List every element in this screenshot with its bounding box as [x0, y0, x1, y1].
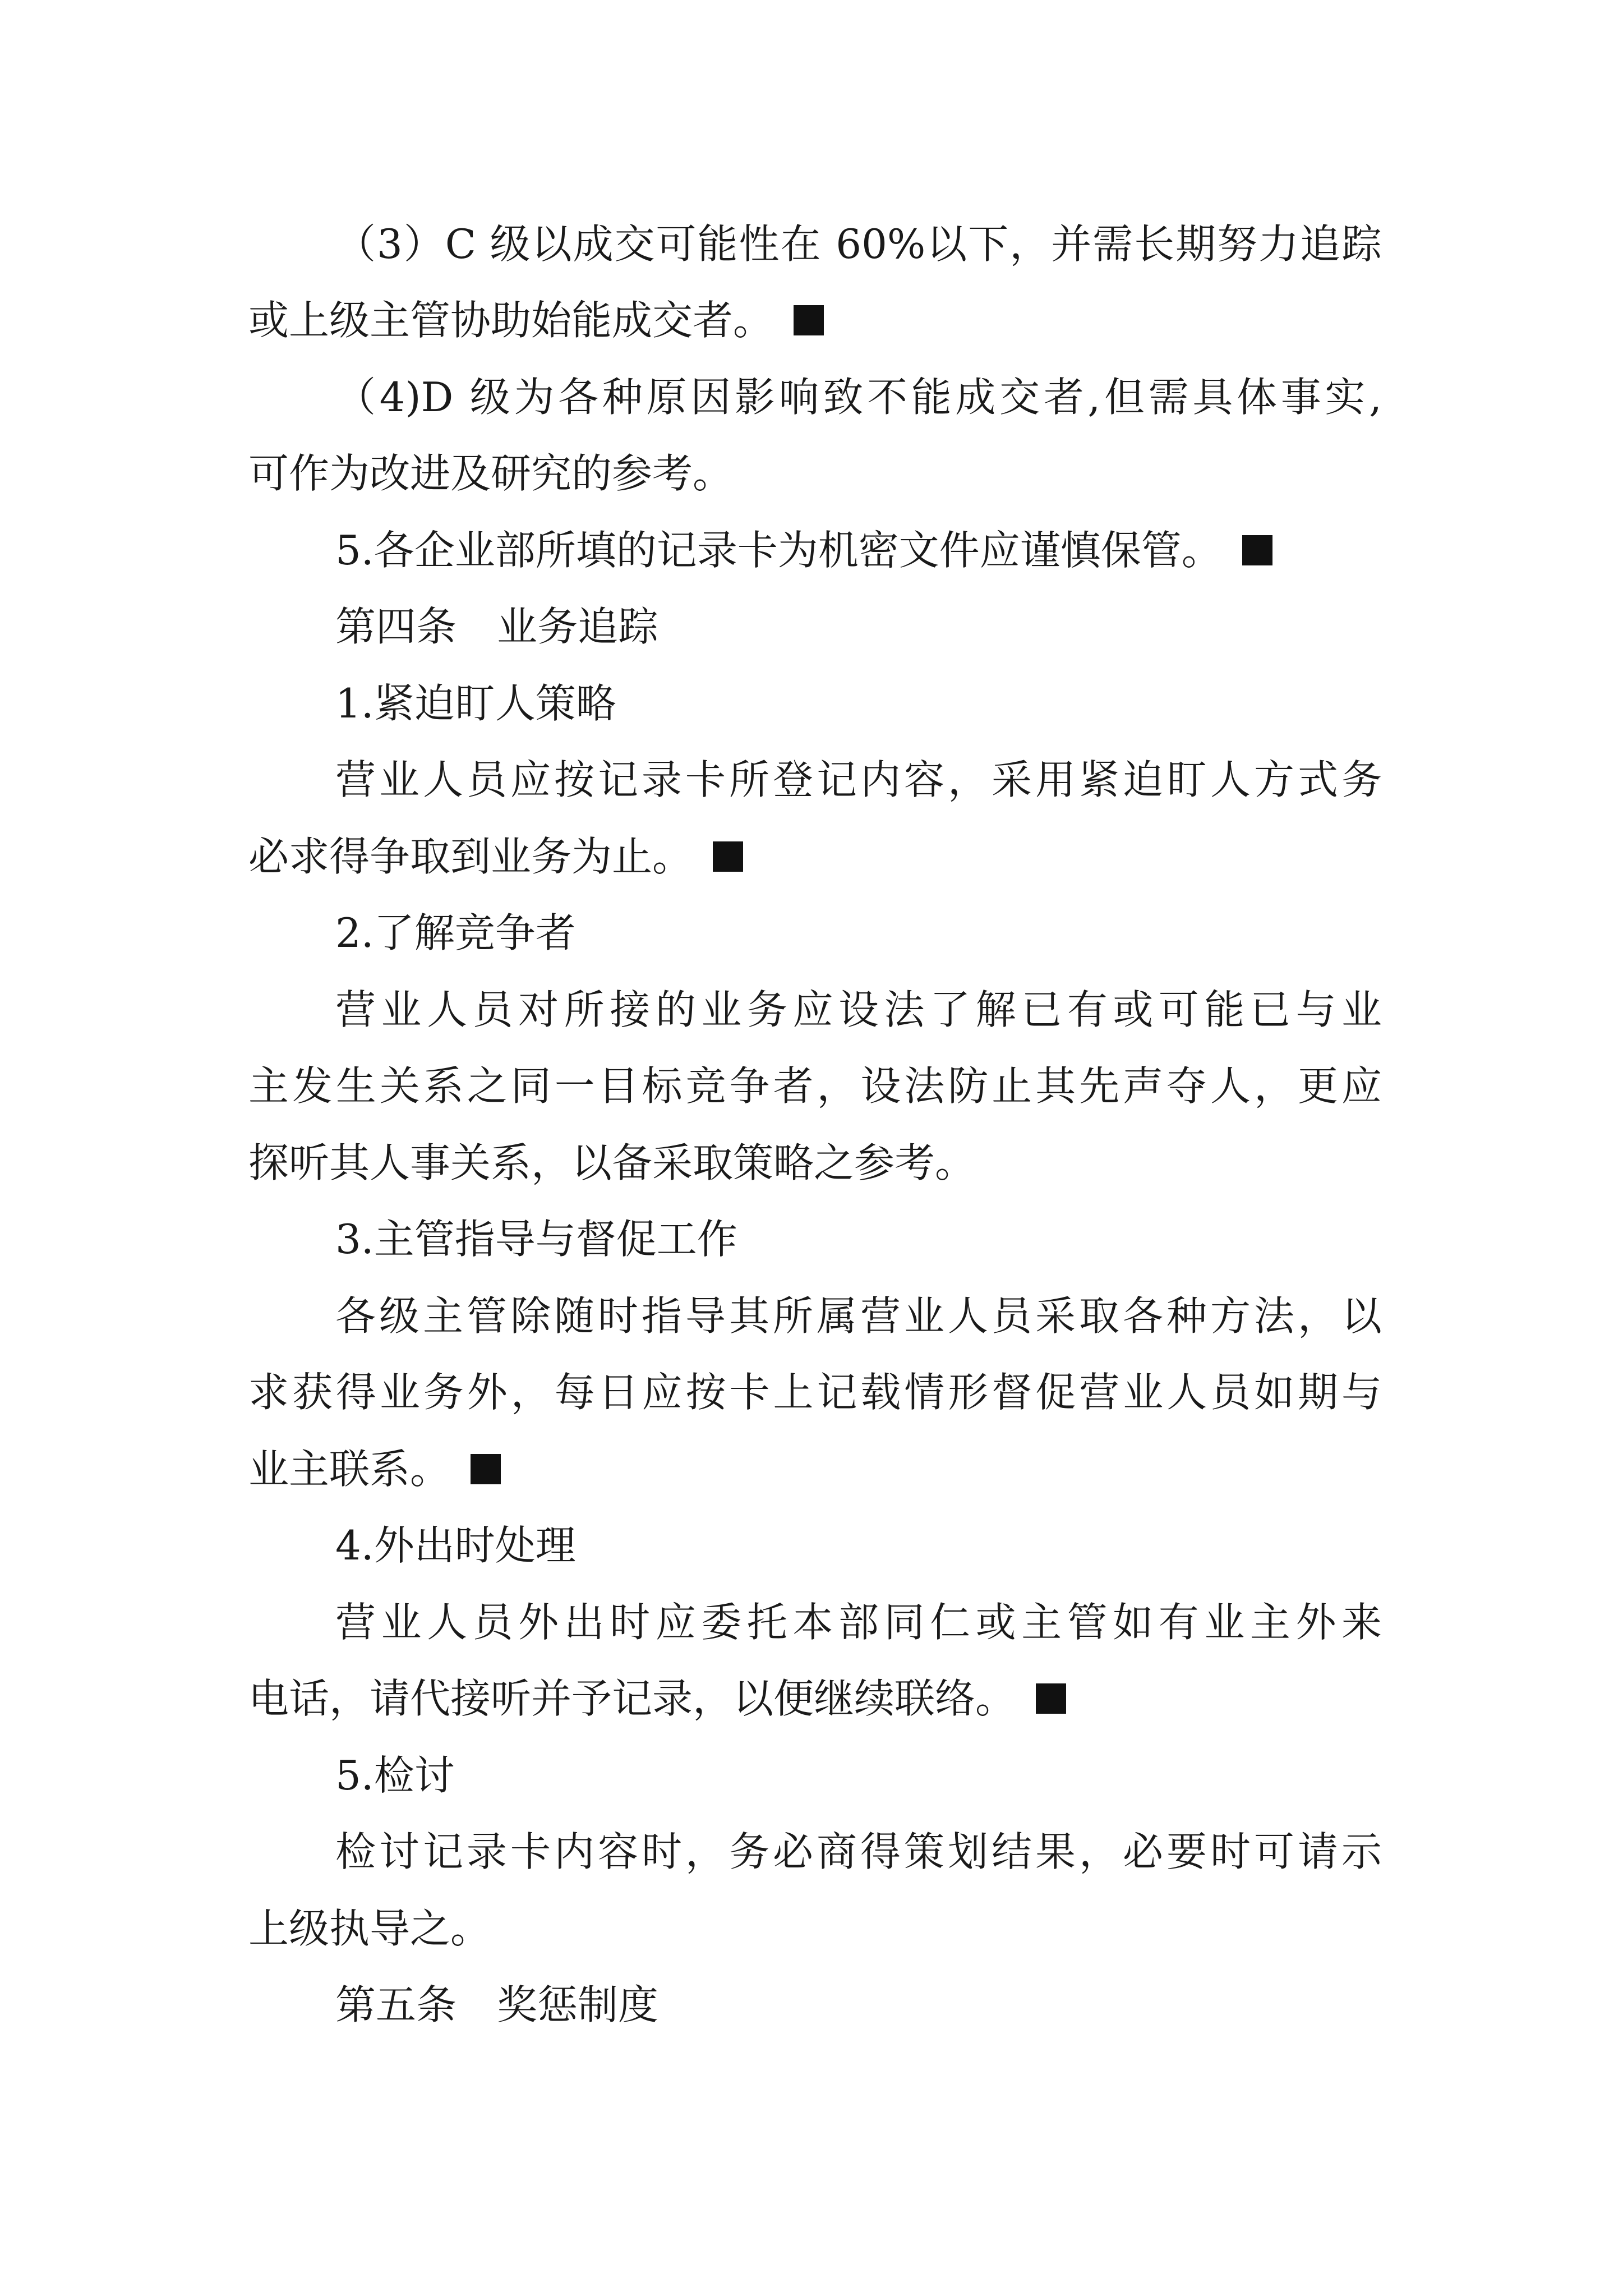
item-heading: 2.了解竞争者	[335, 909, 576, 956]
text-line: 营业人员应按记录卡所登记内容，采用紧迫盯人方式务	[335, 756, 1382, 803]
text-line: （3）C 级以成交可能性在 60%以下，并需长期努力追踪	[335, 220, 1382, 268]
text-line: 业主联系。	[248, 1441, 501, 1497]
text-line: 可作为改进及研究的参考。	[248, 450, 734, 497]
end-square-icon	[1242, 535, 1272, 565]
text-line: 主发生关系之同一目标竞争者，设法防止其先声夺人，更应	[248, 1062, 1382, 1110]
item-heading: 3.主管指导与督促工作	[335, 1216, 737, 1263]
text-line: 或上级主管协助始能成交者。	[248, 292, 824, 348]
text-line: 必求得争取到业务为止。	[248, 829, 743, 885]
item-heading: 4.外出时处理	[335, 1522, 576, 1569]
end-square-icon	[1036, 1683, 1066, 1714]
text-line: 5.各企业部所填的记录卡为机密文件应谨慎保管。	[335, 522, 1272, 578]
end-square-icon	[713, 841, 743, 872]
item-heading: 1.紧迫盯人策略	[335, 680, 616, 727]
text-line: 求获得业务外，每日应按卡上记载情形督促营业人员如期与	[248, 1369, 1382, 1416]
section-heading: 第五条 奖惩制度	[335, 1981, 659, 2028]
text-line: 检讨记录卡内容时，务必商得策划结果，必要时可请示	[335, 1828, 1382, 1875]
text-line: 营业人员外出时应委托本部同仁或主管如有业主外来	[335, 1599, 1382, 1646]
section-heading: 第四条 业务追踪	[335, 603, 659, 650]
text-line: 探听其人事关系，以备采取策略之参考。	[248, 1139, 976, 1186]
text-line: 电话，请代接听并予记录，以便继续联络。	[248, 1671, 1066, 1727]
end-square-icon	[794, 305, 824, 335]
item-heading: 5.检讨	[335, 1752, 455, 1799]
text-line: （4)D 级为各种原因影响致不能成交者,但需具体事实,	[335, 374, 1382, 421]
text-line: 营业人员对所接的业务应设法了解已有或可能已与业	[335, 986, 1382, 1033]
end-square-icon	[471, 1454, 501, 1484]
text-line: 各级主管除随时指导其所属营业人员采取各种方法，以	[335, 1292, 1382, 1340]
text-line: 上级执导之。	[248, 1905, 491, 1952]
